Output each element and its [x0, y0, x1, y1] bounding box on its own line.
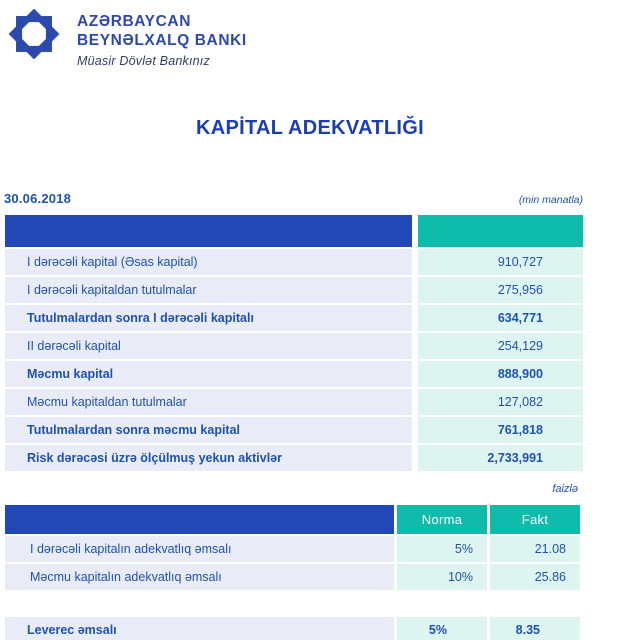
table-row-value: 254,129 — [418, 333, 583, 359]
table-row-value: 2,733,991 — [418, 445, 583, 471]
table-row-label: Leverec əmsalı — [5, 617, 394, 640]
bank-brand-header — [6, 6, 247, 68]
table-row-norma: 5% — [397, 617, 487, 640]
table-row-label: Məcmu kapitaldan tutulmalar — [5, 389, 412, 415]
capital-table — [5, 215, 583, 471]
table-row-label: I dərəcəli kapital (Əsas kapital) — [5, 249, 412, 275]
table-row-value: 888,900 — [418, 361, 583, 387]
bank-tagline: Müasir Dövlət Bankınız — [77, 54, 210, 68]
table-row-label: I dərəcəli kapitaldan tutulmalar — [5, 277, 412, 303]
table-row-value: 761,818 — [418, 417, 583, 443]
bank-name-line1: AZƏRBAYCAN — [77, 13, 191, 30]
capital-table-header-value-band — [418, 215, 583, 247]
ratio-table-header-fakt: Fakt — [490, 505, 580, 534]
percent-note: faizlə — [552, 483, 578, 495]
table-row-value: 910,727 — [418, 249, 583, 275]
page-title: KAPİTAL ADEKVATLIĞI — [196, 117, 424, 139]
table-row-value: 127,082 — [418, 389, 583, 415]
bank-name-block — [77, 6, 247, 68]
ratio-table — [5, 505, 580, 590]
bank-star-logo-icon — [6, 6, 62, 62]
table-row-fakt: 8.35 — [490, 617, 580, 640]
report-date: 30.06.2018 — [4, 191, 72, 206]
unit-note: (min manatla) — [518, 194, 583, 206]
table-row-label: Məcmu kapital — [5, 361, 412, 387]
ratio-table-header-label-band — [5, 505, 394, 534]
leverage-row — [5, 617, 580, 640]
bank-name-line2: BEYNƏLXALQ BANKI — [77, 32, 247, 49]
table-row-label: Məcmu kapitalın adekvatlıq əmsalı — [5, 564, 394, 590]
table-row-value: 634,771 — [418, 305, 583, 331]
table-row-norma: 5% — [397, 536, 487, 562]
table-row-label: Tutulmalardan sonra I dərəcəli kapitalı — [5, 305, 412, 331]
table-row-label: Tutulmalardan sonra məcmu kapital — [5, 417, 412, 443]
table-row-value: 275,956 — [418, 277, 583, 303]
table-row-label: II dərəcəli kapital — [5, 333, 412, 359]
table-row-fakt: 21.08 — [490, 536, 580, 562]
table-row-fakt: 25.86 — [490, 564, 580, 590]
capital-table-header-label-band — [5, 215, 412, 247]
table-row-label: Risk dərəcəsi üzrə ölçülmuş yekun aktivlər — [5, 445, 412, 471]
table-row-label: I dərəcəli kapitalın adekvatlıq əmsalı — [5, 536, 394, 562]
table-row-norma: 10% — [397, 564, 487, 590]
ratio-table-header-norma: Norma — [397, 505, 487, 534]
